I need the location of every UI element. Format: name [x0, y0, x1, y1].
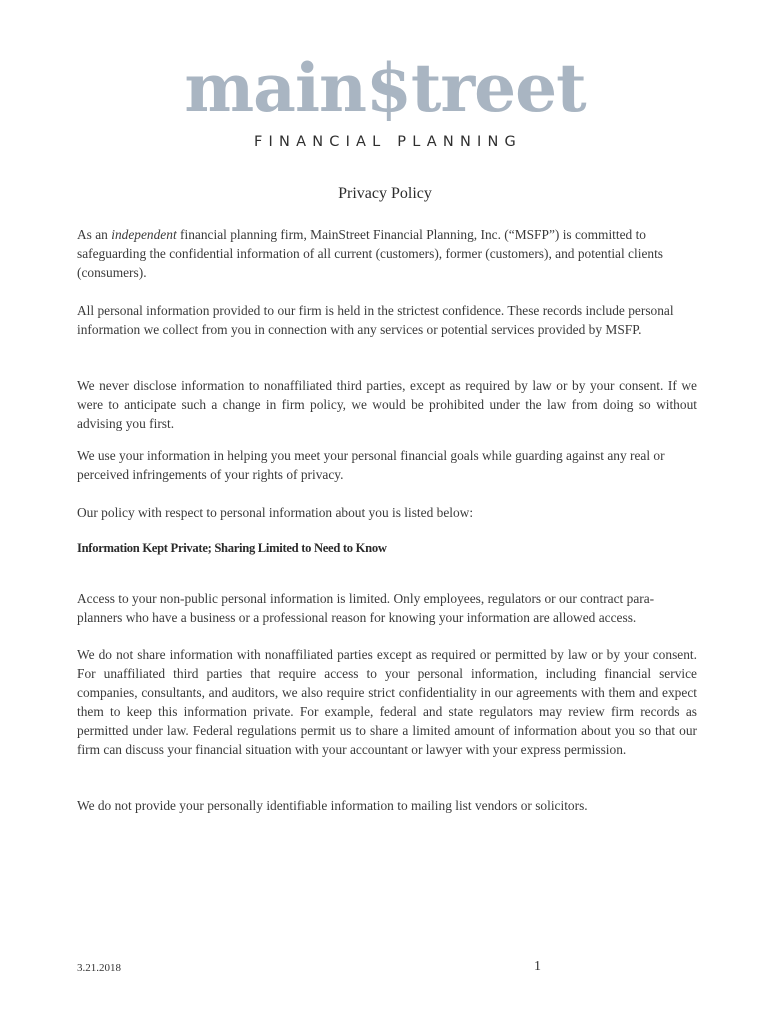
intro-rest: financial planning firm, MainStreet Financial Planning, Inc. (“MSFP”) is committed to safeguarding the confidential information of all current (customers), former (customers), and potential clients (consumers).: [77, 227, 664, 280]
logo-wordmark: main$treet: [184, 49, 586, 127]
sharing-paragraph: We do not share information with nonaffiliated parties except as required or permitted by law or by your consent. For unaffiliated third parties that require access to your personal information, including financial service companies, consultants, and auditors, we also require strict confidentiality in our agreements with them and expect them to keep this information private. For example, federal and state regulators may review firm records as permitted under law. Federal regulations permit us to share a limited amount of information about you so that our firm can discuss your financial situation with your accountant or lawyer with your express permission.: [77, 647, 697, 757]
company-logo: [0, 49, 770, 127]
mailing-list-paragraph: We do not provide your personally identifiable information to mailing list vendors or solicitors.: [77, 798, 588, 813]
intro-paragraph: [77, 225, 697, 282]
logo-subtitle: FINANCIAL PLANNING: [254, 134, 522, 150]
usage-paragraph: We use your information in helping you meet your personal financial goals while guarding against any real or perceived infringements of your rights of privacy.: [77, 448, 665, 482]
confidentiality-paragraph: All personal information provided to our firm is held in the strictest confidence. These records include personal information we collect from you in connection with any services or potential services provided by MSFP.: [77, 303, 674, 337]
access-paragraph: Access to your non-public personal information is limited. Only employees, regulators or our contract para-planners who have a business or a professional reason for knowing your information are allowed access.: [77, 591, 655, 625]
footer-date: 3.21.2018: [77, 962, 121, 974]
page-number: 1: [534, 959, 541, 974]
policy-intro-paragraph: Our policy with respect to personal information about you is listed below:: [77, 505, 474, 520]
document-title: Privacy Policy: [338, 185, 432, 202]
intro-emphasis: independent: [111, 227, 177, 242]
intro-prefix: As an: [77, 227, 112, 242]
disclosure-paragraph: We never disclose information to nonaffiliated third parties, except as required by law or by your consent. If we were to anticipate such a change in firm policy, we would be prohibited under the law from doing so without advising you first.: [77, 378, 697, 431]
section-heading: Information Kept Private; Sharing Limited to Need to Know: [77, 541, 387, 555]
